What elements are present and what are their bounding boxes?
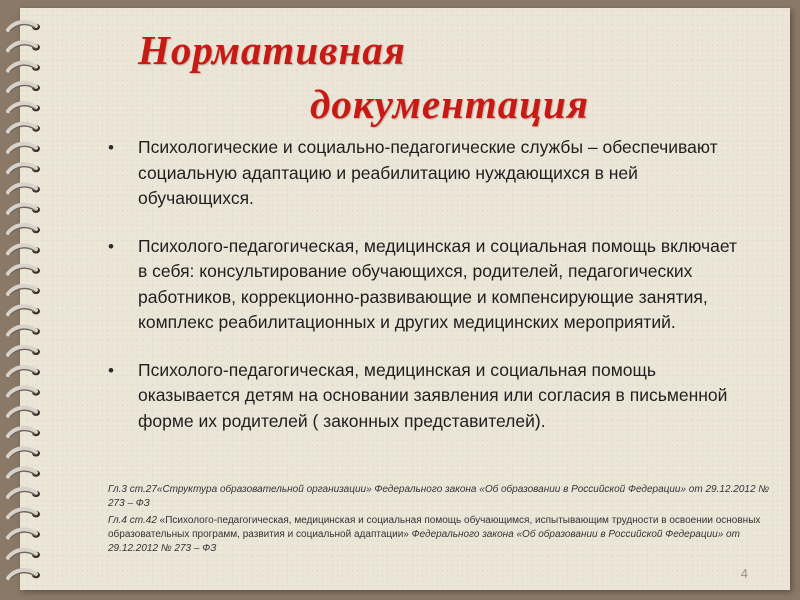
bullet-icon: • — [108, 360, 114, 380]
spiral-ring-icon — [8, 123, 40, 132]
footnote-2-ref: Гл.4 ст.42 — [108, 515, 157, 526]
spiral-ring-icon — [8, 326, 40, 335]
spiral-ring-icon — [8, 245, 40, 254]
spiral-ring-icon — [8, 347, 40, 356]
footnote-1 — [108, 483, 773, 511]
spiral-ring-icon — [8, 570, 40, 579]
list-item — [108, 234, 748, 336]
spiral-ring-icon — [8, 144, 40, 153]
bullet-text: Психолого-педагогическая, медицинская и социальная помощь оказывается детям на основании заявления или согласия в письменной форме их родителей ( законных представителей). — [138, 359, 728, 431]
bullet-icon: • — [108, 236, 114, 256]
spiral-binding — [6, 18, 46, 588]
spiral-ring-icon — [8, 428, 40, 437]
spiral-ring-icon — [8, 22, 40, 31]
spiral-ring-icon — [8, 42, 40, 51]
spiral-ring-icon — [8, 529, 40, 538]
spiral-ring-icon — [8, 286, 40, 295]
spiral-ring-icon — [8, 489, 40, 498]
footnote-2 — [108, 514, 773, 556]
spiral-ring-icon — [8, 550, 40, 559]
spiral-ring-icon — [8, 225, 40, 234]
spiral-ring-icon — [8, 367, 40, 376]
spiral-ring-icon — [8, 448, 40, 457]
spiral-ring-icon — [8, 306, 40, 315]
footnote-2-law: Федерального закона «Об образовании в Российской Федерации» от 29.12.2012 № 273 – ФЗ — [108, 529, 740, 554]
spiral-ring-icon — [8, 469, 40, 478]
spiral-ring-icon — [8, 63, 40, 72]
bullet-text: Психолого-педагогическая, медицинская и социальная помощь включает в себя: консультирование обучающихся, родителей, педагогических работников, коррекционно-развивающие и компенсирующие занятия, комплекс реабилитационных и других медицинских мероприятий. — [138, 235, 738, 332]
footnote-2-text: «Психолого-педагогическая, медицинская и социальная помощь обучающимся, испытывающим трудности в освоении основных образовательных программ, развития и социальной адаптации» — [108, 515, 761, 540]
spiral-ring-icon — [8, 408, 40, 417]
spiral-ring-icon — [8, 205, 40, 214]
list-item — [108, 358, 748, 435]
spiral-ring-icon — [8, 103, 40, 112]
spiral-ring-icon — [8, 184, 40, 193]
footnotes — [108, 483, 773, 559]
spiral-ring-icon — [8, 387, 40, 396]
spiral-ring-icon — [8, 164, 40, 173]
bullet-text: Психологические и социально-педагогические службы – обеспечивают социальную адаптацию и реабилитацию нуждающихся в ней обучающихся. — [138, 137, 718, 208]
page-number: 4 — [740, 566, 748, 581]
bullet-list — [108, 135, 748, 456]
spiral-ring-icon — [8, 266, 40, 275]
title-line-1: Нормативная — [138, 27, 406, 73]
spiral-ring-icon — [8, 509, 40, 518]
footnote-1-text: Гл.3 ст.27«Структура образовательной организации» Федерального закона «Об образовании в Российской Федерации» от 29.12.2012 № 273 – ФЗ — [108, 484, 770, 509]
spiral-ring-icon — [8, 83, 40, 92]
bullet-icon: • — [108, 138, 114, 157]
list-item — [108, 135, 748, 212]
title-line-2: документация — [310, 81, 589, 127]
